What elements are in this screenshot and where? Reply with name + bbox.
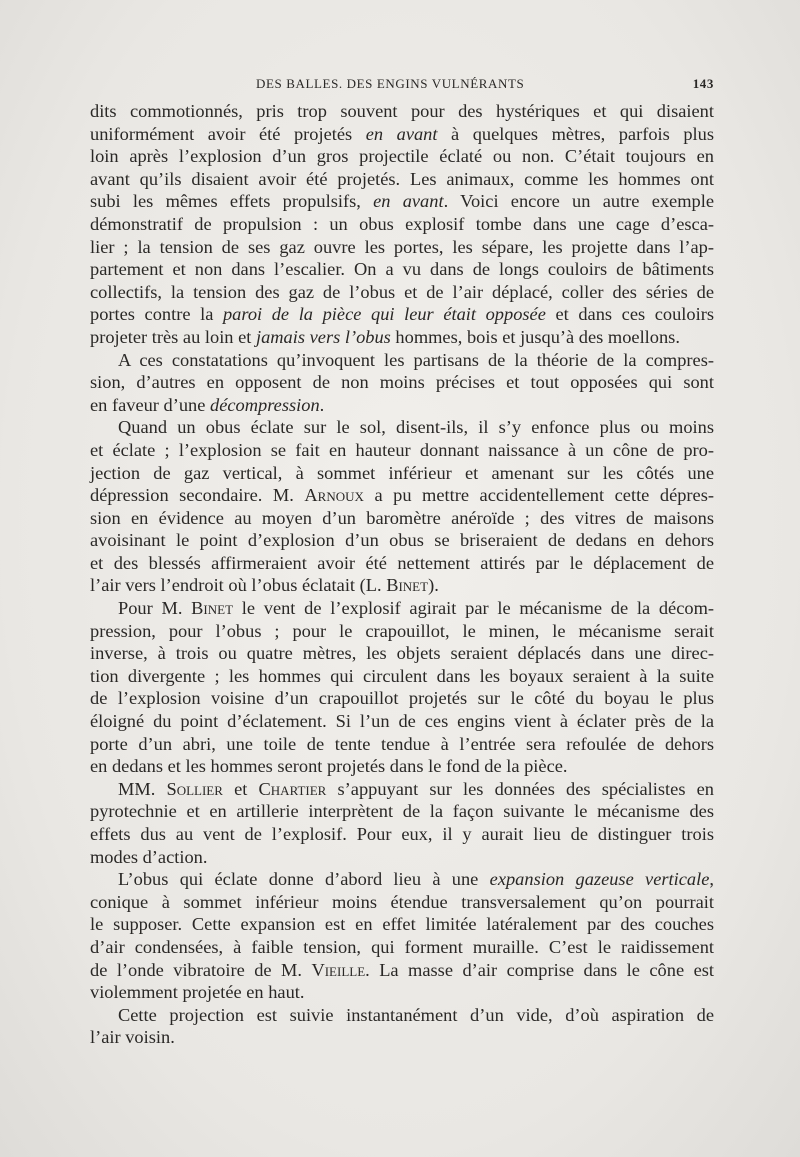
paragraph	[90, 416, 714, 597]
body-text	[90, 100, 714, 1049]
author-name: Binet	[386, 575, 429, 596]
text-line: sion, d’autres en opposent de non moins précises et tout opposées qui sont	[90, 372, 714, 393]
text-line: collectifs, la tension des gaz de l’obus et de l’air déplacé, coller des séries de	[90, 281, 714, 302]
text-line: démonstratif de propulsion : un obus explosif tombe dans une cage d’esca-	[90, 213, 714, 234]
author-name: Vieille	[311, 959, 366, 980]
text-line: avant qu’ils disaient avoir été projetés. Les animaux, comme les hommes ont	[90, 168, 714, 189]
text-line: effets dus au vent de l’explosif. Pour eux, il y aurait lieu de distinguer trois	[90, 824, 714, 844]
text-line: pression, pour l’obus ; pour le crapouillot, le minen, le mécanisme serait	[90, 620, 714, 641]
text-line: loin après l’explosion d’un gros projectile éclaté ou non. C’était toujours en	[90, 146, 714, 167]
text-line: dépression secondaire. M. Arnoux a pu mettre accidentellement cette dépres-	[90, 485, 714, 506]
text-line: projeter très au loin et jamais vers l’obus hommes, bois et jusqu’à des moellons.	[90, 326, 680, 347]
page-number: 143	[692, 76, 714, 91]
italic-emphasis: expansion gazeuse verticale	[489, 869, 710, 890]
text-line: pyrotechnie et en artillerie interprètent de la façon suivante le mécanisme des	[90, 801, 714, 822]
author-name: Chartier	[258, 778, 327, 799]
text-line: modes d’action.	[90, 846, 208, 867]
text-line: L’obus qui éclate donne d’abord lieu à une expansion gazeuse verticale,	[118, 869, 714, 890]
text-line: dits commotionnés, pris trop souvent pour des hystériques et qui disaient	[90, 101, 714, 121]
paragraph	[90, 597, 714, 778]
paragraph	[90, 868, 714, 1004]
page-header	[90, 72, 714, 96]
text-line: A ces constatations qu’invoquent les partisans de la théorie de la compres-	[118, 349, 714, 370]
text-line: violemment projetée en haut.	[90, 982, 305, 1003]
italic-emphasis: en avant	[373, 191, 444, 212]
text-line: Quand un obus éclate sur le sol, disent-ils, il s’y enfonce plus ou moins	[118, 417, 714, 438]
italic-emphasis: jamais vers l’obus	[255, 326, 391, 347]
text-line: subi les mêmes effets propulsifs, en avant. Voici encore un autre exemple	[90, 191, 714, 212]
text-line: et des blessés affirmeraient avoir été nettement attirés par le déplacement de	[90, 552, 714, 573]
text-line: porte d’un abri, une toile de tente tendue à l’entrée sera refoulée de dehors	[90, 733, 714, 754]
paragraph	[90, 100, 714, 349]
italic-emphasis: décompression	[210, 394, 320, 415]
italic-emphasis: paroi de la pièce qui leur était opposée	[222, 304, 546, 325]
text-line: Cette projection est suivie instantanément d’un vide, d’où aspiration de	[118, 1004, 714, 1025]
text-line: Pour M. Binet le vent de l’explosif agirait par le mécanisme de la décom-	[118, 598, 715, 619]
running-title: DES BALLES. DES ENGINS VULNÉRANTS	[256, 76, 525, 91]
text-line: de l’explosion voisine d’un crapouillot projetés sur le côté du boyau le plus	[90, 688, 714, 709]
text-line: l’air vers l’endroit où l’obus éclatait (L. Binet).	[90, 575, 439, 596]
text-line: en dedans et les hommes seront projetés dans le fond de la pièce.	[90, 756, 568, 777]
text-line: portes contre la paroi de la pièce qui leur était opposée et dans ces couloirs	[90, 304, 714, 325]
text-line: partement et non dans l’escalier. On a vu dans de longs couloirs de bâtiments	[90, 259, 714, 280]
text-line: lier ; la tension de ses gaz ouvre les portes, les sépare, les projette dans l’ap-	[90, 236, 714, 257]
author-name: Binet	[191, 598, 234, 619]
text-line: le supposer. Cette expansion est en effet limitée latéralement par des couches	[90, 914, 714, 935]
text-line: et éclate ; l’explosion se fait en hauteur donnant naissance à un cône de pro-	[90, 439, 714, 460]
text-line: conique à sommet inférieur moins étendue transversalement qu’on pourrait	[90, 891, 714, 912]
text-line: l’air voisin.	[90, 1027, 175, 1048]
text-line: d’air condensées, à faible tension, qui forment muraille. C’est le raidissement	[90, 936, 714, 957]
text-line: sion en évidence au moyen d’un baromètre anéroïde ; des vitres de maisons	[90, 507, 714, 528]
author-name: Arnoux	[304, 485, 364, 506]
text-line: en faveur d’une décompression.	[90, 394, 325, 415]
text-line: de l’onde vibratoire de M. Vieille. La masse d’air comprise dans le cône est	[90, 959, 714, 980]
paragraph	[90, 349, 714, 417]
text-line: inverse, à trois ou quatre mètres, les objets seraient déplacés dans une direc-	[90, 643, 714, 664]
text-line: tion divergente ; les hommes qui circulent dans les boyaux seraient à la suite	[90, 665, 714, 686]
paragraph	[90, 778, 714, 868]
text-line: éloigné du point d’éclatement. Si l’un de ces engins vient à éclater près de la	[90, 711, 714, 732]
paragraph	[90, 1004, 714, 1049]
italic-emphasis: en avant	[365, 123, 438, 144]
text-line: uniformément avoir été projetés en avant à quelques mètres, parfois plus	[90, 123, 714, 144]
text-line: avoisinant le point d’explosion d’un obus se briseraient de dedans en dehors	[90, 530, 714, 551]
text-line: MM. Sollier et Chartier s’appuyant sur les données des spécialistes en	[118, 778, 714, 799]
author-name: Sollier	[166, 778, 223, 799]
text-line: jection de gaz vertical, à sommet inférieur et amenant sur les côtés une	[90, 462, 714, 483]
